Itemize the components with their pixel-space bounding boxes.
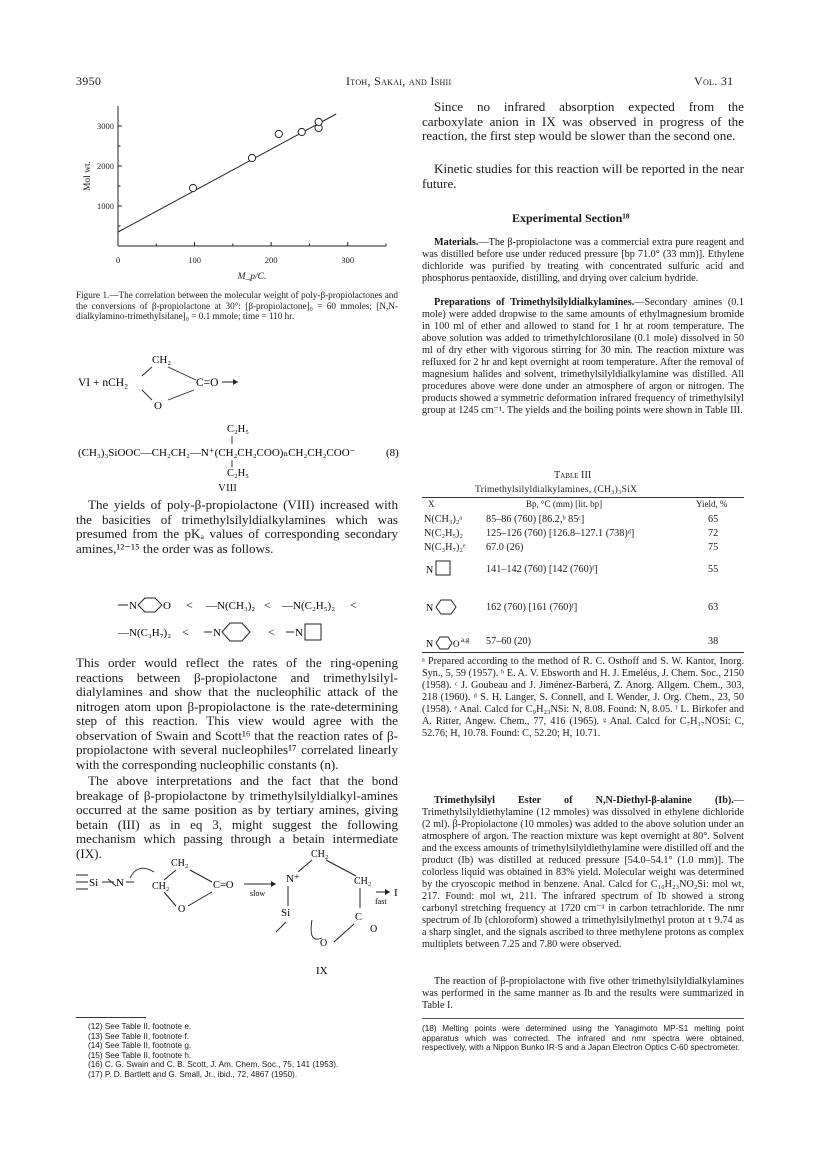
eq8-lhs: VI + nCH₂ [78, 377, 129, 389]
y-tick-label: 3000 [97, 121, 114, 131]
table-3-subtitle: Trimethylsilyldialkylamines, (CH₃)₃SiX [475, 484, 638, 495]
svg-text:C: C [355, 912, 363, 923]
svg-text:CH₂: CH₂ [152, 881, 170, 892]
table-3-footnotes: ᵃ Prepared according to the method of R. C. Osthoff and S. W. Kantor, Inorg. Syn., 5, 59 (1957). ᵇ E. A. V. Ebsworth and H. J. Emeléus, J. Chem. Soc., 2150 (1958). ᶜ J. Goubeau and J. Jiménez-Barberá, Z. Anorg. Allgem. Chem., 303, 218 (1960). ᵈ S. H. Langer, S. Connell, and I. Wender, J. Org. Chem., 23, 50 (1958). ᵉ Anal. Calcd for C₉H₂₃NSi: N, 8.08. Found: N, 8.05. ᶠ L. Birkofer and A. Ritter, Angew. Chem., 77, 416 (1965). ᵍ Anal. Calcd for C₇H₁₇NOSi: C, 52.76; H, 10.78. Found: C, 52.20; H, 10.71. [422, 656, 744, 739]
footnote-13: (13) See Table II, footnote f. [88, 1031, 189, 1041]
svg-text:<: < [182, 625, 189, 639]
chart-plot-area [83, 106, 386, 282]
footnote-17: (17) P. D. Bartlett and G. Small, Jr., ibid., 72, 4867 (1950). [88, 1069, 298, 1079]
svg-text:CH₂: CH₂ [354, 876, 372, 887]
footnote-14: (14) See Table II, footnote g. [88, 1041, 192, 1051]
running-head-authors: Itoh, Sakai, and Ishii [346, 74, 452, 88]
svg-text:fast: fast [375, 897, 387, 906]
left-paragraph-1: The yields of poly-β-propiolactone (VIII) increased with the basicities of trimethylsilyldialkylamines which was presumed from the pKₐ values of corresponding secondary amines,¹²⁻¹⁵ the order was as follows. [76, 497, 398, 556]
eq8-co: C=O [196, 377, 219, 389]
x-tick-label: 200 [264, 255, 278, 265]
table-3 [424, 498, 744, 512]
data-point [315, 118, 322, 125]
table-row: 141–142 (760) [142 (760)ᶠ] [486, 564, 598, 575]
page-number: 3950 [76, 74, 102, 88]
azetidinyl-icon [424, 556, 464, 582]
figure-1-chart [76, 100, 406, 285]
left-footnotes [88, 1022, 398, 1080]
svg-text:CH₂: CH₂ [311, 849, 329, 860]
svg-text:N⁺: N⁺ [286, 873, 300, 885]
svg-text:CH₂: CH₂ [171, 858, 189, 869]
svg-text:N: N [426, 565, 434, 576]
svg-text:I: I [394, 887, 398, 899]
table-3-header: X Bp, °C (mm) [lit. bp] Yield, % [428, 499, 728, 509]
table-3-title: Table III [554, 470, 592, 481]
final-paragraph: The reaction of β-propiolactone with five other trimethylsilyldialkylamines was performed in the same manner as Ib and the results were summarized in Table I. [422, 976, 744, 1011]
eq8-main: (CH₃)₃SiOOC—CH₂CH₂—N⁺(CH₂CH₂COO)ₙCH₂CH₂COO⁻ [78, 447, 356, 459]
footnote-18: (18) Melting points were determined using the Yanagimoto MP-S1 melting point apparatus which was corrected. The infrared and nmr spectra were obtained, respectively, with a Nippon Bunko IR-S and a Japan Electron Optics C-60 spectrometer. [422, 1024, 744, 1053]
ester-paragraph: Trimethylsilyl Ester of N,N-Diethyl-β-alanine (Ib).—Trimethylsilyldiethylamine (12 mmoles) was dissolved in ethylene dichloride (2 ml). β-Propiolactone (10 mmoles) was added to the above solution under an atmosphere of argon. The reaction mixture was kept overnight at 80°. Solvent and the excess amounts of trimethylsilyldiethylamine were distilled off and the product (Ib) was distilled at reduced pressure [54.0–54.1° (1.0 mm)]. The colorless liquid was obtained in 83% yield. Molecular weight was determined by the cryoscopic method in benzene. Anal. Calcd for C₁₀H₂₃NO₂Si: mol wt, 217. Found: mol wt, 211. The infrared spectrum of Ib showed a strong carbonyl stretching frequency at 1720 cm⁻¹ in carbon tetrachloride. The nmr spectrum of Ib (chloroform) showed a trimethylsilylmethyl proton at τ 9.74 as a sharp singlet, and the signals ascribed to three methylene protons as complex multiplets between 7.25 and 7.80 were observed. [422, 795, 744, 950]
table-row: 57–60 (20) [486, 636, 531, 647]
order-nme2: —N(CH₃)₂ [206, 600, 256, 612]
data-point [248, 154, 255, 161]
experimental-section-title: Experimental Section¹⁸ [512, 211, 630, 225]
svg-text:O: O [453, 639, 460, 649]
svg-text:N: N [295, 627, 303, 639]
preparations-paragraph: Preparations of Trimethylsilyldialkylamines.—Secondary amines (0.1 mole) were added dropwise to the same amounts of ethylmagnesium bromide in 100 ml of ether and allowed to stand for 1 hr at room temperature. The above solution was added to trimethylchlorosilane (0.1 mole) dissolved in 50 ml of dry ether with vigorous stirring for 30 min. The reaction mixture was refluxed for 2 hr and kept overnight at room temperature. After the removal of magnesium halides and solvent, trimethylsilyldialkylamine was distilled. All procedures above were done under an atmosphere of argon or nitrogen. The products showed a symmetric deformation infrared frequency of trimethylsilyl group at 1245 cm⁻¹. The yields and the boiling points were shown in Table III. [422, 297, 744, 416]
data-point [298, 128, 305, 135]
x-axis-label: M_p/C. [237, 272, 267, 282]
svg-text:N: N [426, 639, 434, 650]
footnote-16: (16) C. G. Swain and C. B. Scott, J. Am. Chem. Soc., 75, 141 (1953). [88, 1060, 339, 1070]
svg-text:<: < [186, 598, 193, 612]
x-tick-label: 100 [188, 255, 201, 265]
eq8-c2h5-bottom: C₂H₅ [227, 468, 249, 479]
svg-text:C=O: C=O [213, 880, 234, 891]
piperidine-ring-icon [222, 623, 250, 641]
eq8-number: (8) [386, 447, 399, 459]
y-axis-label: Mol wt. [83, 160, 93, 192]
y-tick-label: 2000 [97, 161, 114, 171]
y-tick-label: 1000 [97, 201, 114, 211]
svg-text:<: < [264, 598, 271, 612]
running-head-volume: Vol. 31 [694, 74, 734, 88]
order-net2: —N(C₂H₅)₂ [282, 600, 336, 612]
svg-text:<: < [268, 625, 275, 639]
materials-paragraph: Materials.—The β-propiolactone was a commercial extra pure reagent and was distilled before use under reduced pressure [bp 71.0° (33 mm)]. Ethylene dichloride was purified by treating with concentrated sulfuric acid and phosphorus pentaoxide, distilling, and drying over calcium hydride. [422, 237, 744, 284]
left-paragraph-2: This order would reflect the rates of the ring-opening reactions between β-propiolactone and trimethylsilyl-dialylamines and show that the nucleophilic attack of the nitrogen atom upon β-propiolactone is the rate-determining step of this reaction. This view would agree with the observation of Swain and Scott¹⁶ that the reaction rates of β-propiolactone with several nucleophiles¹⁷ correlated linearly with the corresponding nucleophilic constants (n). [76, 655, 398, 772]
equation-8 [78, 350, 410, 480]
data-point [275, 130, 282, 137]
piperidinyl-icon [424, 594, 464, 620]
eq8-label: VIII [218, 482, 237, 494]
table-row: N(C₂H₅)₂ [424, 528, 463, 539]
svg-text:Si: Si [281, 907, 291, 919]
table-row: N(CH₃)₂ᵃ [424, 514, 463, 525]
svg-text:N: N [213, 627, 221, 639]
mechanism-ix [76, 842, 406, 982]
svg-text:N: N [426, 603, 434, 614]
order-npr2: —N(C₃H₇)₂ [118, 627, 172, 639]
svg-text:slow: slow [250, 889, 266, 898]
right-paragraph-2: Kinetic studies for this reaction will be reported in the near future. [422, 161, 744, 191]
eq8-ch2: CH₂ [152, 354, 172, 366]
svg-text:a,g: a,g [461, 636, 470, 644]
footnote-12: (12) See Table II, footnote e. [88, 1022, 192, 1031]
svg-text:IX: IX [316, 965, 328, 977]
table-row: 162 (760) [161 (760)ᶠ] [486, 602, 578, 613]
azetidine-ring-icon [305, 624, 321, 640]
table-row: N(C₃H₇)₂ᵉ [424, 542, 466, 553]
svg-text:O: O [178, 904, 186, 915]
svg-text:O: O [320, 938, 328, 949]
right-paragraph-1: Since no infrared absorption expected from the carboxylate anion in IX was observed in progress of the reaction, the first step would be slower than the second one. [422, 99, 744, 143]
eq8-c2h5-top: C₂H₅ [227, 424, 249, 435]
x-tick-label: 0 [115, 255, 121, 265]
left-paragraph-3: The above interpretations and the fact that the bond breakage of β-propiolactone by trimethylsilyldialkyl-amines occurred at the same position as by tertiary amines, giving betain (III) as in eq 3, might suggest the following mechanism which passing through a betain intermediate (IX). [76, 773, 398, 861]
morpholine-ring-icon [138, 598, 162, 612]
svg-text:N: N [116, 877, 124, 889]
svg-text:<: < [350, 598, 357, 612]
x-tick-label: 300 [341, 255, 355, 265]
data-point [189, 184, 196, 191]
figure-1-caption: Figure 1.—The correlation between the molecular weight of poly-β-propiolactones and the conversions of β-propiolactone at 30°: [β-propiolactone]₀ = 60 mmoles; [N,N-dialkylamino-trimethylsilane]₀ = 0.1 mmole; time = 110 hr. [76, 290, 398, 322]
svg-text:Si: Si [89, 877, 99, 889]
svg-text:N: N [129, 600, 137, 612]
svg-text:O: O [163, 600, 171, 612]
basicity-order-scheme [118, 594, 358, 644]
svg-text:O: O [370, 924, 378, 935]
eq8-o: O [154, 400, 162, 412]
footnote-15: (15) See Table II, footnote h. [88, 1050, 192, 1060]
